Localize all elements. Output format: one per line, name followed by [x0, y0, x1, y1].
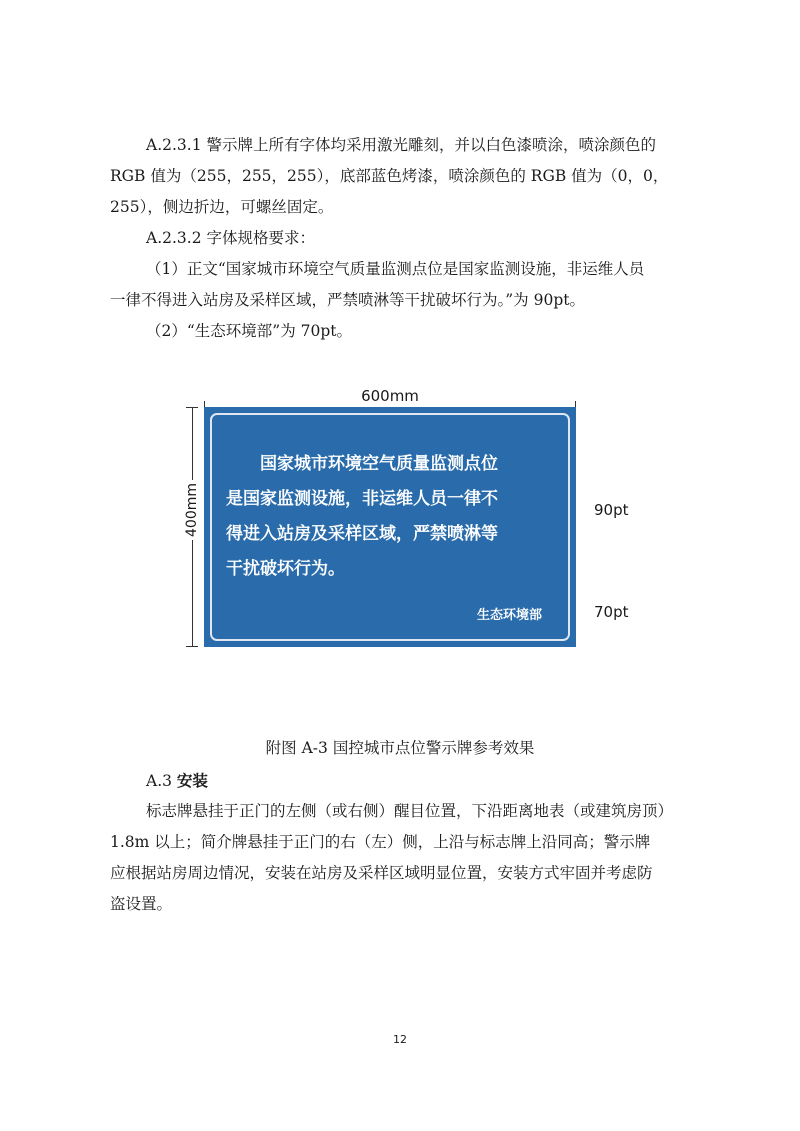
height-dimension: [184, 407, 200, 647]
text-line: A.2.3.2 字体规格要求：: [146, 229, 315, 247]
sign-org-name: 生态环境部: [476, 608, 542, 623]
sign-line: 干扰破坏行为。: [226, 559, 345, 579]
paragraph-a232: [110, 223, 692, 254]
text-line: RGB 值为（255，255，255），底部蓝色烤漆，喷涂颜色的 RGB 值为（0，0，: [110, 167, 669, 185]
text-line: A.2.3.1 警示牌上所有字体均采用激光雕刻，并以白色漆喷涂，喷涂颜色的: [146, 136, 656, 154]
paragraph-a3: [110, 796, 692, 920]
text-line: 一律不得进入站房及采样区域，严禁喷淋等干扰破坏行为。”为 90pt。: [110, 291, 585, 309]
text-line: （1）正文“国家城市环境空气质量监测点位是国家监测设施，非运维人员: [146, 260, 645, 278]
text-line: 应根据站房周边情况，安装在站房及采样区域明显位置，安装方式牢固并考虑防: [110, 864, 653, 882]
body-font-size-label: 90pt: [594, 501, 629, 519]
section-heading-a3: [146, 766, 208, 796]
dimension-tick: [186, 407, 198, 408]
paragraph-item-2: [110, 316, 692, 347]
sign-line: 得进入站房及采样区域，严禁喷淋等: [226, 524, 498, 544]
height-label: 400mm: [184, 500, 200, 540]
org-font-size-label: 70pt: [594, 603, 629, 621]
sign-line: 国家城市环境空气质量监测点位: [260, 454, 498, 474]
figure-caption: 附图 A-3 国控城市点位警示牌参考效果: [265, 739, 535, 757]
text-line: 盗设置。: [110, 895, 173, 913]
text-line: 标志牌悬挂于正门的左侧（或右侧）醒目位置，下沿距离地表（或建筑房顶）: [146, 802, 674, 820]
text-line: 255），侧边折边，可螺丝固定。: [110, 198, 334, 216]
sign-body-text: [226, 447, 556, 587]
sign-line: 是国家监测设施，非运维人员一律不: [226, 489, 498, 509]
heading-title: 安装: [176, 772, 208, 790]
text-line: 1.8m 以上；简介牌悬挂于正门的右（左）侧，上沿与标志牌上沿同高；警示牌: [110, 833, 651, 851]
paragraph-a231: [110, 130, 692, 223]
text-line: （2）“生态环境部”为 70pt。: [146, 322, 353, 340]
heading-number: A.3: [146, 772, 172, 790]
width-label: 600mm: [204, 387, 576, 405]
dimension-tick: [186, 646, 198, 647]
paragraph-item-1: [110, 254, 692, 316]
page-number: 12: [393, 1033, 407, 1046]
warning-sign: [204, 407, 576, 647]
